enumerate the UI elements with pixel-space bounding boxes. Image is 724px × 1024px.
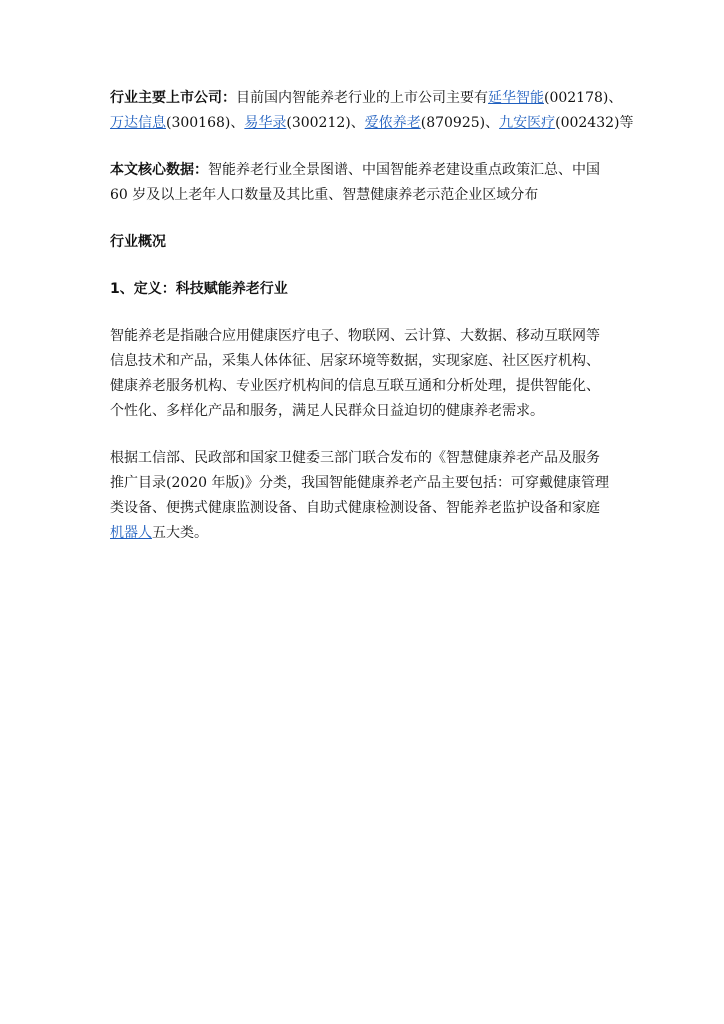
- company-code-yihualu: (300212)、: [286, 115, 365, 131]
- catalog-line-4: [110, 521, 630, 546]
- company-code-wanda: (300168)、: [166, 115, 245, 131]
- definition-line-2: 信息技术和产品，采集人体体征、居家环境等数据，实现家庭、社区医疗机构、: [110, 353, 600, 369]
- definition-line-3: 健康养老服务机构、专业医疗机构间的信息互联互通和分析处理，提供智能化、: [110, 378, 600, 394]
- core-data-line-1: [110, 158, 630, 183]
- listed-companies-line-1: [110, 86, 630, 111]
- company-link-ainong[interactable]: 爱侬养老: [364, 115, 421, 131]
- catalog-line-3: 类设备、便携式健康监测设备、自助式健康检测设备、智能养老监护设备和家庭: [110, 500, 600, 516]
- company-link-wanda[interactable]: 万达信息: [110, 115, 166, 131]
- catalog-paragraph: [110, 446, 630, 546]
- core-data-line-2: 60 岁及以上老年人口数量及其比重、智慧健康养老示范企业区域分布: [110, 187, 539, 203]
- listed-companies-intro-text: 目前国内智能养老行业的上市公司主要有: [236, 90, 488, 106]
- subsection-title: 1、定义：科技赋能养老行业: [110, 281, 288, 297]
- catalog-line-1: 根据工信部、民政部和国家卫健委三部门联合发布的《智慧健康养老产品及服务: [110, 450, 600, 466]
- section-title: 行业概况: [110, 234, 166, 250]
- document-page: [110, 86, 634, 570]
- company-link-yanhua[interactable]: 延华智能: [488, 90, 544, 106]
- company-link-jiuan[interactable]: 九安医疗: [499, 115, 556, 131]
- definition-line-4: 个性化、多样化产品和服务，满足人民群众日益迫切的健康养老需求。: [110, 403, 544, 419]
- definition-line-1: 智能养老是指融合应用健康医疗电子、物联网、云计算、大数据、移动互联网等: [110, 328, 600, 344]
- company-code-jiuan: (002432)等: [555, 115, 634, 131]
- listed-companies-paragraph: [110, 86, 634, 136]
- core-data-paragraph: [110, 158, 630, 208]
- catalog-tail: 五大类。: [152, 525, 208, 541]
- listed-companies-label: 行业主要上市公司：: [110, 90, 236, 106]
- company-code-ainong: (870925)、: [420, 115, 500, 131]
- listed-companies-line-2: [110, 111, 634, 136]
- core-data-label: 本文核心数据：: [110, 162, 208, 178]
- definition-paragraph: [110, 324, 630, 424]
- catalog-line-2: 推广目录(2020 年版)》分类，我国智能健康养老产品主要包括：可穿戴健康管理: [110, 475, 610, 491]
- robot-link[interactable]: 机器人: [110, 525, 152, 541]
- company-link-yihualu[interactable]: 易华录: [244, 115, 287, 131]
- core-data-text-1: 智能养老行业全景图谱、中国智能养老建设重点政策汇总、中国: [208, 162, 600, 178]
- company-code-yanhua: (002178)、: [544, 90, 623, 106]
